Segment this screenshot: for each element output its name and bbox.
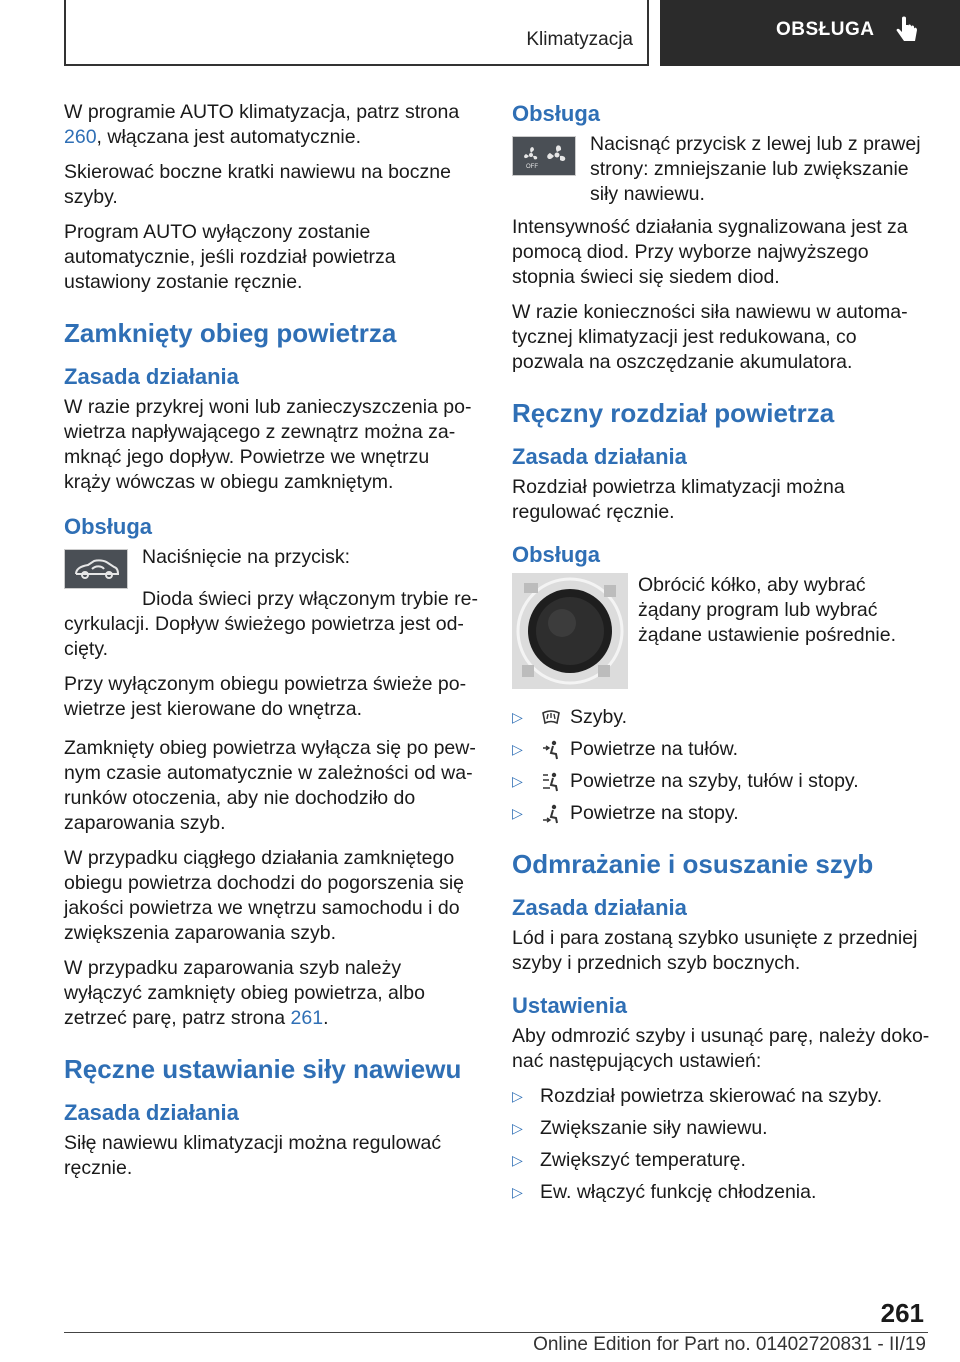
paragraph-recirc-principle: W razie przykrej woni lub zanieczyszczenia powietrza napływającego z zewnątrz można zamknąć jego dopływ. Powietrze we wnętrzu krąży wówczas w obiegu zamkniętym. [64,396,472,493]
paragraph-battery: W razie konieczności siła nawiewu w automatycznej klimatyzacji jest redukowana, co pozwala na oszczędzanie akumulatora. [512,301,908,373]
bullet-triangle-icon: ▷ [512,1152,523,1168]
air-all-zones-icon [540,771,562,793]
bullet-triangle-icon: ▷ [512,1120,523,1136]
heading-principle-4: Zasada działania [512,895,687,920]
distribution-knob-image [512,573,628,689]
windshield-icon [540,707,562,729]
fan-icon [516,141,572,171]
heading-principle-2: Zasada działania [64,1100,239,1125]
heading-blower-manual: Ręczne ustawianie siły nawiewu [64,1054,462,1084]
page-link-260[interactable]: 260 [64,126,97,148]
bullet-triangle-icon: ▷ [512,1088,523,1104]
hand-pointer-icon [893,15,923,45]
paragraph-recirc-auto-off: Zamknięty obieg powietrza wyłącza się po pewnym czasie automatycznie w zależności od warunków otoczenia, aby nie dochodziło do zaparowania szyb. [64,737,476,834]
footer-divider [64,1332,928,1333]
paragraph-press-button: Naciśnięcie na przycisk: [142,546,351,568]
list-item: ▷ Powietrze na tułów. [512,738,739,760]
paragraph-side-vents: Skierować boczne kratki nawiewu na boczne szyby. [64,161,451,208]
list-item: ▷ Szyby. [512,706,628,728]
bullet-triangle-icon: ▷ [512,1184,523,1200]
bullet-triangle-icon: ▷ [512,709,523,725]
header-section-box [64,0,649,66]
air-upper-body-icon [540,739,562,761]
list-item: ▷ Ew. włączyć funkcję chłodzenia. [512,1181,817,1203]
paragraph-auto-program: W programie AUTO klimatyzacja, patrz strona 260, włączana jest automatycznie. [64,101,460,148]
svg-text:OFF: OFF [526,164,538,170]
heading-principle-3: Zasada działania [512,444,687,469]
list-item: ▷ Zwiększanie siły nawiewu. [512,1117,768,1139]
heading-defrost: Odmrażanie i osuszanie szyb [512,849,874,879]
right-column [512,100,932,1212]
heading-operation-3: Obsługa [512,542,601,567]
knob-row [512,573,932,689]
paragraph-defrost-settings: Aby odmrozić szyby i usunąć parę, należy dokonać następujących ustawień: [512,1025,930,1072]
list-item: ▷ Powietrze na stopy. [512,802,739,824]
paragraph-fogging: W przypadku zaparowania szyb należy wyłączyć zamknięty obieg powietrza, albo zetrzeć parę, patrz strona 261. [64,957,425,1029]
paragraph-rotate-knob: Obrócić kółko, aby wybrać żądany program lub wybrać żądane ustawienie pośrednie. [638,574,897,646]
header-section-title: Klimatyzacja [526,29,633,50]
blower-button-row [512,132,932,213]
page-link-261[interactable]: 261 [290,1007,324,1029]
heading-principle-1: Zasada działania [64,364,239,389]
paragraph-recirc-continuous: W przypadku ciągłego działania zamkniętego obiegu powietrza dochodzi do pogorszenia się jakości powietrza we wnętrzu samochodu i do zwiększenia zaparowania szyb. [64,847,465,944]
car-recirculation-icon [68,554,124,584]
paragraph-auto-off: Program AUTO wyłączony zostanie automatycznie, jeśli rozdział powietrza ustawiony zostanie ręcznie. [64,221,396,293]
heading-operation-1: Obsługa [64,514,153,539]
page-number: 261 [880,1298,924,1328]
air-feet-icon [540,803,562,825]
recirc-button-row [64,545,480,589]
paragraph-distribution-principle: Rozdział powietrza klimatyzacji można regulować ręcznie. [512,476,845,523]
defrost-list [512,1084,932,1205]
paragraph-recirc-off: Przy wyłączonym obiegu powietrza świeże powietrze jest kierowane do wnętrza. [64,673,467,720]
rotary-knob-icon [512,573,628,689]
bullet-triangle-icon: ▷ [512,773,523,789]
paragraph-led-intensity: Intensywność działania sygnalizowana jest za pomocą diod. Przy wyborze najwyższego stopnia świeci się siedem diod. [512,216,908,288]
heading-settings: Ustawienia [512,993,627,1018]
blower-buttons-image [512,136,576,176]
bullet-triangle-icon: ▷ [512,741,523,757]
header-chapter-title: OBSŁUGA [776,19,875,40]
heading-distribution: Ręczny rozdział powietrza [512,398,835,428]
list-item: ▷ Zwiększyć temperaturę. [512,1149,746,1171]
footer-edition: Online Edition for Part no. 01402720831 - II/19 [533,1334,926,1355]
list-item: ▷ Rozdział powietrza skierować na szyby. [512,1085,883,1107]
paragraph-led-recirc: Dioda świeci przy włączonym trybie recyrkulacji. Dopływ świeżego powietrza jest odcięty. [64,588,478,660]
paragraph-blower-press: Nacisnąć przycisk z lewej lub z prawej strony: zmniejszanie lub zwiększanie siły nawiewu. [590,133,921,205]
recirculation-button-image [64,549,128,589]
paragraph-blower-principle: Siłę nawiewu klimatyzacji można regulować ręcznie. [64,1132,442,1179]
distribution-list [512,705,932,826]
header-chapter-tab [660,0,960,66]
heading-operation-2: Obsługa [512,101,601,126]
list-item: ▷ Powietrze na szyby, tułów i stopy. [512,770,859,792]
heading-recirculation: Zamknięty obieg powietrza [64,318,397,348]
paragraph-defrost-principle: Lód i para zostaną szybko usunięte z przedniej szyby i przednich szyb bocznych. [512,927,918,974]
left-column [64,100,480,1191]
bullet-triangle-icon: ▷ [512,805,523,821]
